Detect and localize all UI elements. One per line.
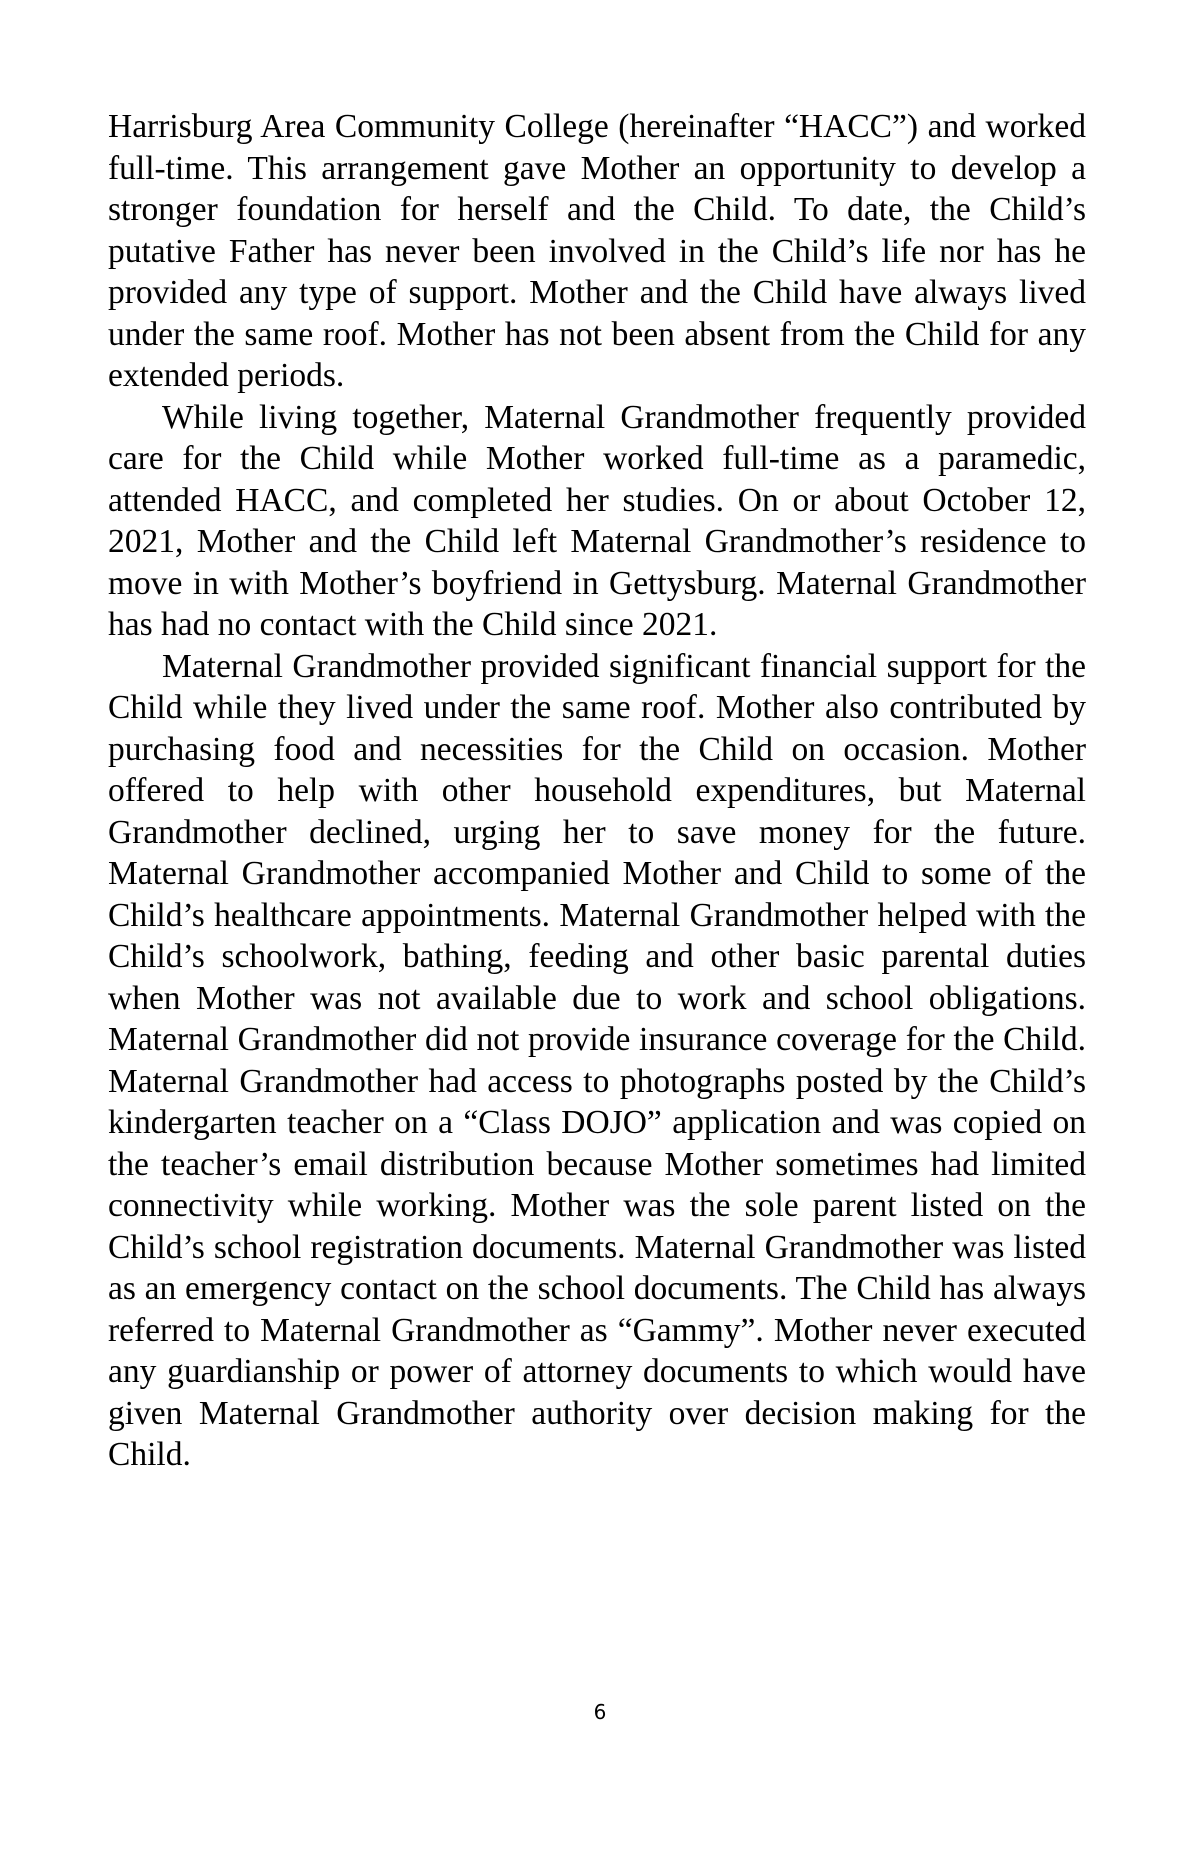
document-body (108, 106, 1086, 1476)
paragraph-financial-support: Maternal Grandmother provided significant financial support for the Child while they lived under the same roof. Mother also contributed by purchasing food and necessities for the Child on occasion. Mother offered to help with other household expenditures, but Maternal Grandmother declined, urging her to save money for the future. Maternal Grandmother accompanied Mother and Child to some of the Child’s healthcare appointments. Maternal Grandmother helped with the Child’s schoolwork, bathing, feeding and other basic parental duties when Mother was not available due to work and school obligations. Maternal Grandmother did not provide insurance coverage for the Child. Maternal Grandmother had access to photographs posted by the Child’s kindergarten teacher on a “Class DOJO” application and was copied on the teacher’s email distribution because Mother sometimes had limited connectivity while working. Mother was the sole parent listed on the Child’s school registration documents. Maternal Grandmother was listed as an emergency contact on the school documents. The Child has always referred to Maternal Grandmother as “Gammy”. Mother never executed any guardianship or power of attorney documents to which would have given Maternal Grandmother authority over decision making for the Child. (108, 647, 1086, 1473)
page-number: 6 (593, 1700, 607, 1724)
paragraph-continued: Harrisburg Area Community College (hereinafter “HACC”) and worked full-time. This arrangement gave Mother an opportunity to develop a stronger foundation for herself and the Child. To date, the Child’s putative Father has never been involved in the Child’s life nor has he provided any type of support. Mother and the Child have always lived under the same roof. Mother has not been absent from the Child for any extended periods. (108, 108, 1086, 394)
paragraph-living-together: While living together, Maternal Grandmother frequently provided care for the Child while Mother worked full-time as a paramedic, attended HACC, and completed her studies. On or about October 12, 2021, Mother and the Child left Maternal Grandmother’s residence to move in with Mother’s boyfriend in Gettysburg. Maternal Grandmother has had no contact with the Child since 2021. (108, 398, 1086, 643)
